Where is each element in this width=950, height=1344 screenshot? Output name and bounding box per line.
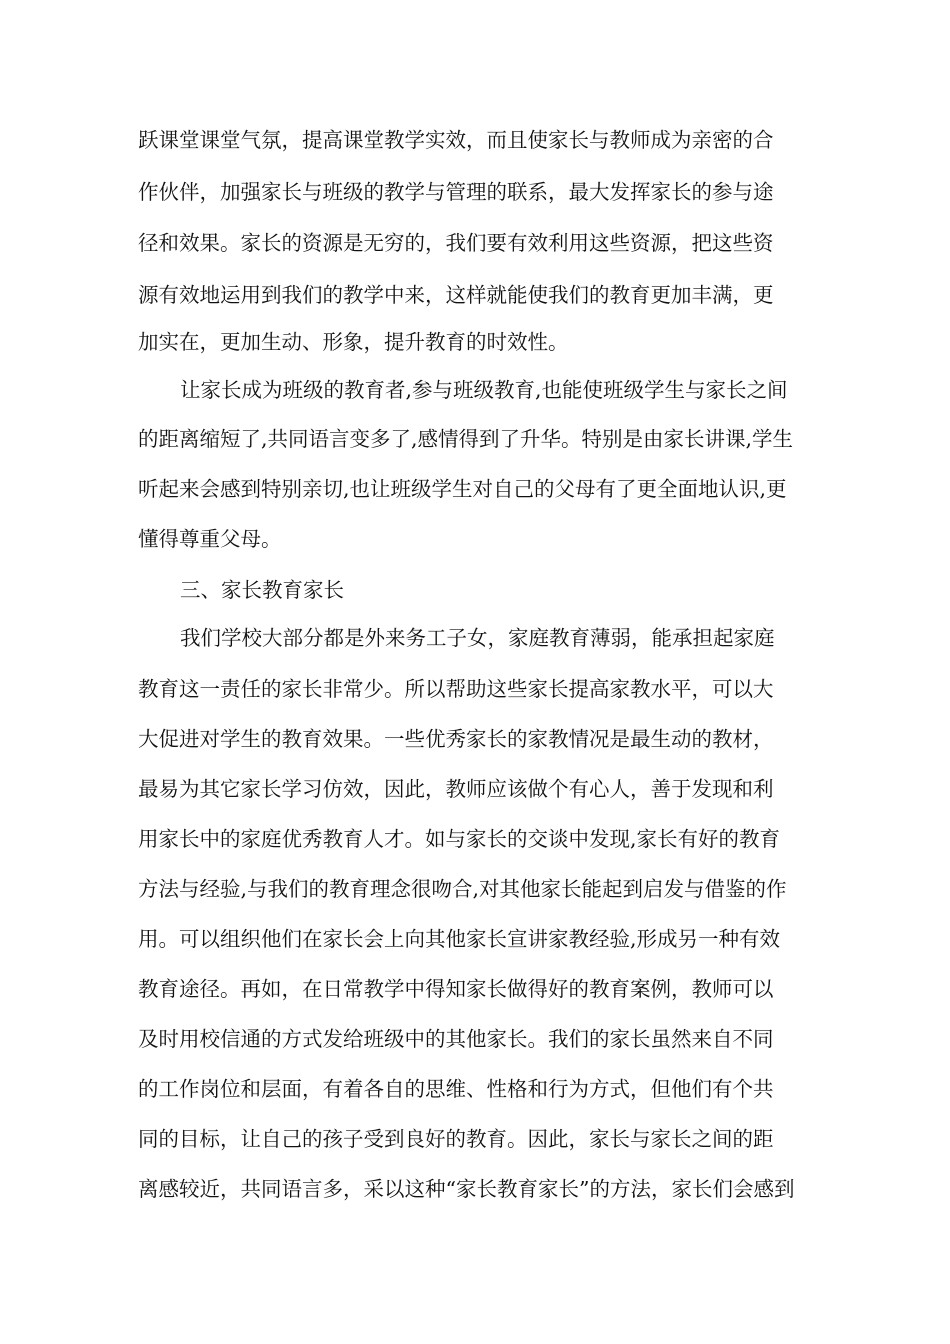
section-heading: 三、家长教育家长 [180,578,344,602]
text-line: 跃课堂课堂气氛，提高课堂教学实效，而且使家长与教师成为亲密的合 [138,128,774,152]
text-line: 作伙伴，加强家长与班级的教学与管理的联系，最大发挥家长的参与途 [138,180,774,204]
paragraph-first-line: 让家长成为班级的教育者,参与班级教育,也能使班级学生与家长之间 [180,378,788,402]
text-line: 及时用校信通的方式发给班级中的其他家长。我们的家长虽然来自不同 [138,1027,774,1051]
text-line: 加实在，更加生动、形象，提升教育的时效性。 [138,330,569,354]
text-line: 教育这一责任的家长非常少。所以帮助这些家长提高家教水平，可以大 [138,677,774,701]
text-line: 最易为其它家长学习仿效，因此，教师应该做个有心人，善于发现和利 [138,777,774,801]
text-line: 听起来会感到特别亲切,也让班级学生对自己的父母有了更全面地认识,更 [138,477,787,501]
text-line: 同的目标，让自己的孩子受到良好的教育。因此，家长与家长之间的距 [138,1127,774,1151]
text-line: 的距离缩短了,共同语言变多了,感情得到了升华。特别是由家长讲课,学生 [138,427,794,451]
text-line: 方法与经验,与我们的教育理念很吻合,对其他家长能起到启发与借鉴的作 [138,877,787,901]
text-line: 大促进对学生的教育效果。一些优秀家长的家教情况是最生动的教材， [138,727,774,751]
text-line: 用。可以组织他们在家长会上向其他家长宣讲家教经验,形成另一种有效 [138,927,781,951]
text-line: 离感较近，共同语言多，采以这种“家长教育家长”的方法，家长们会感到 [138,1177,795,1201]
text-line: 的工作岗位和层面，有着各自的思维、性格和行为方式，但他们有个共 [138,1077,774,1101]
paragraph-first-line: 我们学校大部分都是外来务工子女，家庭教育薄弱，能承担起家庭 [180,626,775,650]
text-line: 用家长中的家庭优秀教育人才。如与家长的交谈中发现,家长有好的教育 [138,827,781,851]
text-line: 径和效果。家长的资源是无穷的，我们要有效利用这些资源，把这些资 [138,231,774,255]
text-line: 懂得尊重父母。 [138,527,282,551]
text-line: 源有效地运用到我们的教学中来，这样就能使我们的教育更加丰满，更 [138,283,774,307]
text-line: 教育途径。再如，在日常教学中得知家长做得好的教育案例，教师可以 [138,977,774,1001]
